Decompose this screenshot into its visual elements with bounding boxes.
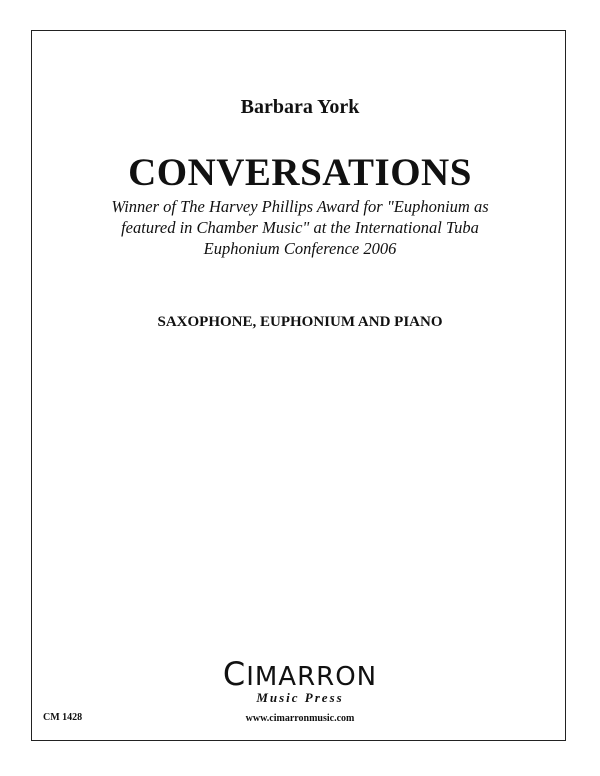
- publisher-logo: [210, 655, 390, 705]
- instrumentation: SAXOPHONE, EUPHONIUM AND PIANO: [157, 314, 443, 330]
- publisher-name-initial: C: [222, 655, 247, 693]
- publisher-website: www.cimarronmusic.com: [245, 713, 355, 724]
- publisher-name: [210, 655, 390, 693]
- catalog-number: CM 1428: [43, 712, 83, 723]
- page-title: CONVERSATIONS: [128, 151, 472, 194]
- award-subtitle-line: Winner of The Harvey Phillips Award for "Euphonium as: [111, 197, 489, 216]
- award-subtitle-line: featured in Chamber Music" at the International Tuba: [121, 218, 479, 237]
- composer-name: Barbara York: [240, 96, 360, 118]
- page-border: [31, 30, 566, 741]
- award-subtitle-line: Euphonium Conference 2006: [203, 239, 397, 258]
- award-subtitle: [60, 196, 540, 259]
- publisher-name-rest: IMARRON: [246, 662, 378, 692]
- publisher-tagline: Music Press: [256, 690, 344, 705]
